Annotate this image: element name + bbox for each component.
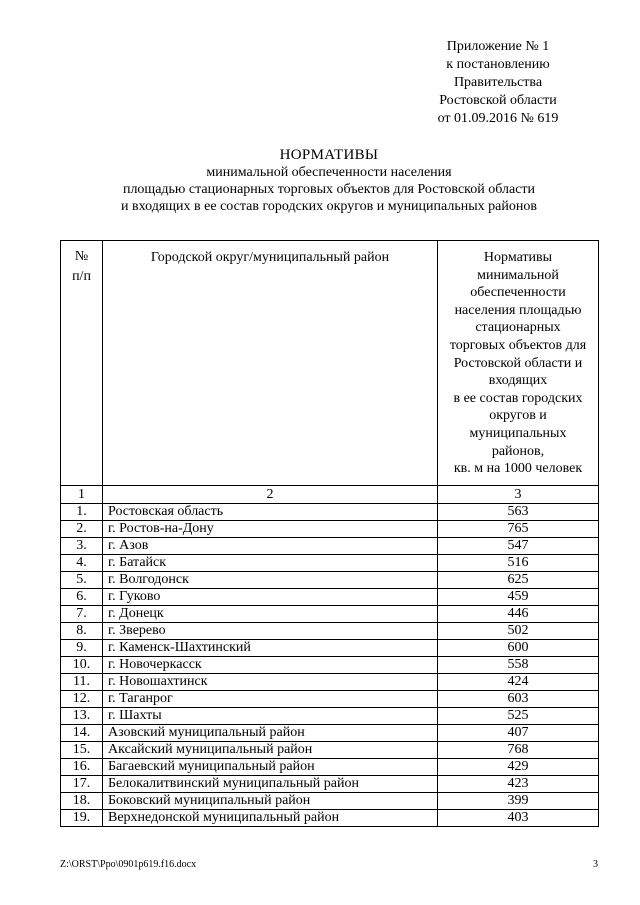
column-index-cell: 1: [61, 486, 103, 504]
table-row: [61, 793, 599, 810]
row-value: 765: [438, 521, 599, 538]
row-number: 3.: [61, 538, 103, 555]
table-row: [61, 572, 599, 589]
table-row: [61, 776, 599, 793]
row-number: 8.: [61, 623, 103, 640]
row-name: г. Новочеркасск: [103, 657, 438, 674]
row-name: Ростовская область: [103, 504, 438, 521]
header-norm-line: торговых объектов для: [449, 337, 587, 353]
table-row: [61, 504, 599, 521]
row-value: 525: [438, 708, 599, 725]
appendix-line: Правительства: [453, 75, 543, 90]
row-name: Боковский муниципальный район: [103, 793, 438, 810]
row-value: 429: [438, 759, 599, 776]
table-row: [61, 691, 599, 708]
row-value: 423: [438, 776, 599, 793]
row-number: 5.: [61, 572, 103, 589]
appendix-line: от 01.09.2016 № 619: [437, 111, 559, 126]
appendix-line: Ростовской области: [439, 93, 557, 108]
table-row: [61, 640, 599, 657]
row-number: 15.: [61, 742, 103, 759]
header-number-abbr: п/п: [72, 269, 91, 284]
column-index-cell: 3: [438, 486, 599, 504]
row-value: 768: [438, 742, 599, 759]
row-name: Азовский муниципальный район: [103, 725, 438, 742]
row-value: 563: [438, 504, 599, 521]
column-index-cell: 2: [103, 486, 438, 504]
row-name: Белокалитвинский муниципальный район: [103, 776, 438, 793]
row-number: 2.: [61, 521, 103, 538]
row-name: г. Новошахтинск: [103, 674, 438, 691]
row-name: г. Ростов-на-Дону: [103, 521, 438, 538]
table-row: [61, 589, 599, 606]
row-value: 547: [438, 538, 599, 555]
document-subtitle-line: и входящих в ее состав городских округов и муниципальных районов: [121, 199, 537, 214]
row-number: 9.: [61, 640, 103, 657]
row-number: 12.: [61, 691, 103, 708]
table-row: [61, 623, 599, 640]
table-row: [61, 657, 599, 674]
row-number: 6.: [61, 589, 103, 606]
row-number: 13.: [61, 708, 103, 725]
header-norm-line: Ростовской области и: [453, 355, 583, 371]
table-row: [61, 606, 599, 623]
column-index-row: [61, 486, 599, 504]
row-name: г. Азов: [103, 538, 438, 555]
row-name: г. Батайск: [103, 555, 438, 572]
header-norm-line: стационарных: [475, 320, 561, 336]
header-norm-line: Нормативы: [483, 250, 553, 265]
header-norm-line: муниципальных: [469, 425, 567, 441]
table-row: [61, 810, 599, 827]
row-name: г. Волгодонск: [103, 572, 438, 589]
header-norm-line: округов и: [489, 408, 547, 424]
row-value: 516: [438, 555, 599, 572]
row-number: 16.: [61, 759, 103, 776]
table-header-row: [61, 241, 599, 486]
document-title-block: [60, 146, 598, 215]
table-row: [61, 521, 599, 538]
table-row: [61, 759, 599, 776]
header-number-symbol: №: [74, 249, 89, 264]
row-value: 625: [438, 572, 599, 589]
row-number: 11.: [61, 674, 103, 691]
row-value: 407: [438, 725, 599, 742]
table-row: [61, 708, 599, 725]
row-number: 10.: [61, 657, 103, 674]
row-name: Багаевский муниципальный район: [103, 759, 438, 776]
footer-file-path: Z:\ORST\Ppo\0901p619.f16.docx: [60, 859, 197, 870]
table-row: [61, 555, 599, 572]
document-title: НОРМАТИВЫ: [279, 147, 379, 163]
row-value: 603: [438, 691, 599, 708]
row-number: 19.: [61, 810, 103, 827]
row-number: 4.: [61, 555, 103, 572]
row-number: 17.: [61, 776, 103, 793]
table-row: [61, 538, 599, 555]
row-value: 558: [438, 657, 599, 674]
header-norm-line: минимальной: [477, 267, 559, 283]
row-name: Верхнедонской муниципальный район: [103, 810, 438, 827]
table-row: [61, 674, 599, 691]
row-value: 446: [438, 606, 599, 623]
row-number: 14.: [61, 725, 103, 742]
header-norm-cell: [438, 241, 599, 486]
footer-page-number: 3: [593, 859, 598, 870]
header-norm-line: обеспеченности: [470, 285, 566, 301]
row-value: 600: [438, 640, 599, 657]
row-number: 18.: [61, 793, 103, 810]
row-name: г. Гуково: [103, 589, 438, 606]
row-value: 403: [438, 810, 599, 827]
row-value: 424: [438, 674, 599, 691]
header-norm-line: в ее состав городских: [453, 390, 583, 406]
norms-table: [60, 240, 599, 827]
row-name: г. Зверево: [103, 623, 438, 640]
header-norm-line: входящих: [488, 373, 548, 389]
appendix-line: к постановлению: [446, 57, 550, 72]
appendix-line: Приложение № 1: [446, 39, 550, 54]
row-number: 7.: [61, 606, 103, 623]
row-name: г. Донецк: [103, 606, 438, 623]
row-name: г. Таганрог: [103, 691, 438, 708]
header-norm-line: населения площадью: [454, 302, 582, 318]
row-number: 1.: [61, 504, 103, 521]
row-value: 502: [438, 623, 599, 640]
row-value: 399: [438, 793, 599, 810]
row-name: Аксайский муниципальный район: [103, 742, 438, 759]
table-row: [61, 742, 599, 759]
document-subtitle-line: минимальной обеспеченности населения: [206, 165, 452, 180]
document-subtitle-line: площадью стационарных торговых объектов для Ростовской области: [122, 182, 536, 197]
header-number-cell: [61, 241, 103, 486]
norms-table-body: [61, 504, 599, 827]
header-name-cell: [103, 241, 438, 486]
table-row: [61, 725, 599, 742]
row-name: г. Каменск-Шахтинский: [103, 640, 438, 657]
row-name: г. Шахты: [103, 708, 438, 725]
row-value: 459: [438, 589, 599, 606]
header-name-label: Городской округ/муниципальный район: [150, 250, 390, 265]
header-norm-line: районов,: [491, 443, 545, 459]
appendix-block: [400, 38, 596, 128]
header-norm-line: кв. м на 1000 человек: [453, 461, 583, 477]
